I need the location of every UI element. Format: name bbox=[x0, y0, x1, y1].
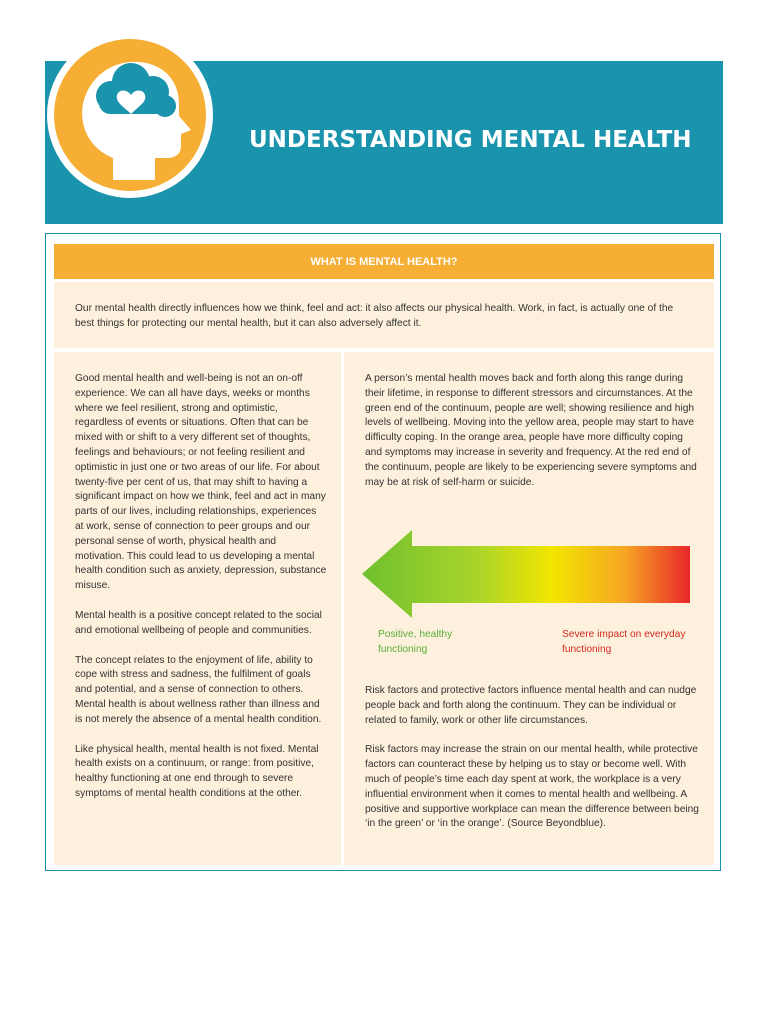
intro-paragraph: Our mental health directly influences how we think, feel and act: it also affects our physical health. Work, in fact, is actually one of the best things for protecting our mental health, but it can also adversely affect it. bbox=[54, 282, 714, 348]
left-paragraph-3: The concept relates to the enjoyment of life, ability to cope with stress and sadness, the fulfilment of goals and potential, and a sense of connection to others. Mental health is about wellness rather than illness and is not merely the absence of a mental health condition. bbox=[75, 654, 322, 725]
right-paragraph-protective: Risk factors may increase the strain on our mental health, while protective factors can counteract these by helping us to stay or become well. With much of people’s time each day spent at work, the workplace is a very influential environment when it comes to mental health and wellbeing. A positive and supportive workplace can mean the difference between being ‘in the green’ or ‘in the orange’. (Source Beyondblue). bbox=[365, 744, 699, 830]
continuum-label-severe: Severe impact on everyday functioning bbox=[562, 629, 686, 655]
left-paragraph-2: Mental health is a positive concept related to the social and emotional wellbeing of people and communities. bbox=[75, 609, 322, 636]
right-lower-text bbox=[365, 684, 700, 847]
continuum-arrow bbox=[360, 528, 692, 620]
left-paragraph-1: Good mental health and well-being is not an on-off experience. We can all have days, weeks or months where we feel resilient, strong and optimistic, regardless of events or situations. Often that can be mixed with or shift to a very different set of thoughts, feelings and behaviours; or not feeling resilient and optimistic in just one or two areas of our life. For about twenty-five per cent of us, that may shift to having a significant impact on how we think, feel and act in many parts of our lives, including relationships, experiences at work, sense of connection to peer groups and our personal sense of worth, physical health and motivation. This could lead to us developing a mental health condition such as anxiety, depression, substance misuse. bbox=[75, 373, 327, 592]
head-with-heart-cloud-icon bbox=[45, 30, 215, 200]
right-paragraph-risk: Risk factors and protective factors influence mental health and can nudge people back and forth along the continuum. They can be individual or related to family, work or other life circumstances. bbox=[365, 685, 697, 726]
left-column bbox=[54, 352, 341, 865]
left-paragraph-4: Like physical health, mental health is not fixed. Mental health exists on a continuum, or range: from positive, healthy functioning at one end through to severe symptoms of mental health conditions at the other. bbox=[75, 743, 319, 799]
continuum-label-positive: Positive, healthy functioning bbox=[378, 629, 453, 655]
right-paragraph-top: A person’s mental health moves back and forth along this range during their lifetime, in response to different stressors and circumstances. At the green end of the continuum, people are well; showing resilience and high levels of wellbeing. Moving into the yellow area, people may start to have difficulty coping. In the orange area, people have more difficulty coping and symptoms may increase in severity and frequency. At the red end of the continuum, people are likely to be experiencing severe symptoms and may be at risk of self-harm or suicide. bbox=[365, 373, 697, 488]
section-heading: WHAT IS MENTAL HEALTH? bbox=[54, 244, 714, 279]
page-title: UNDERSTANDING MENTAL HEALTH bbox=[249, 127, 692, 153]
